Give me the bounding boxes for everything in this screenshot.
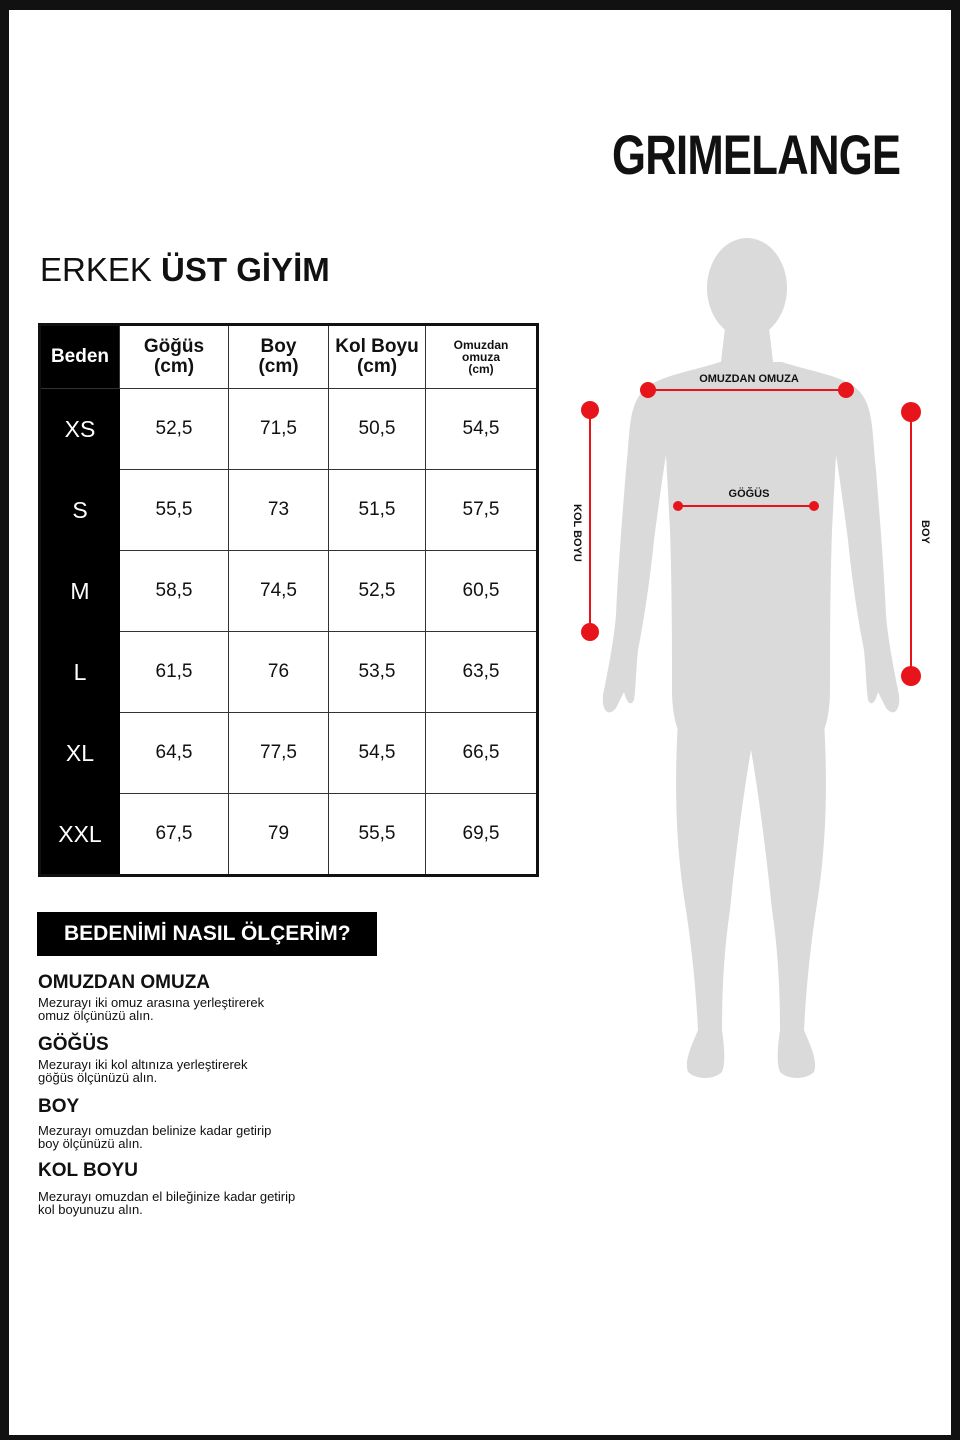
header-chest — [120, 325, 229, 389]
header-sleeve — [329, 325, 426, 389]
chest-cell: 55,5 — [120, 470, 229, 551]
chest-cell: 52,5 — [120, 389, 229, 470]
page-title — [40, 248, 330, 292]
instruction-line: boy ölçünüzü alın. — [38, 1136, 143, 1151]
instruction-title: KOL BOYU — [38, 1160, 138, 1181]
howto-heading: BEDENİMİ NASIL ÖLÇERİM? — [37, 912, 377, 956]
instruction-text — [38, 1058, 328, 1084]
chest-cell: 64,5 — [120, 713, 229, 794]
header-size: Beden — [40, 325, 120, 389]
instruction-text — [38, 996, 328, 1022]
header-sleeve-name: Kol Boyu — [335, 336, 419, 357]
instruction-line: Mezurayı iki omuz arasına yerleştirerek — [38, 995, 265, 1010]
length-top-marker-icon — [901, 402, 921, 422]
header-shoulder — [426, 325, 538, 389]
sleeve-cell: 51,5 — [329, 470, 426, 551]
size-cell: XL — [40, 713, 120, 794]
table-row — [40, 713, 538, 794]
label-sleeve: KOL BOYU — [571, 504, 583, 562]
sleeve-cell: 52,5 — [329, 551, 426, 632]
table-row — [40, 632, 538, 713]
label-shoulder: OMUZDAN OMUZA — [699, 373, 799, 385]
size-cell: S — [40, 470, 120, 551]
shoulder-left-marker-icon — [640, 382, 656, 398]
instruction-text — [38, 1190, 328, 1216]
chest-cell: 58,5 — [120, 551, 229, 632]
shoulder-cell: 54,5 — [426, 389, 538, 470]
chest-left-marker-icon — [673, 501, 683, 511]
length-cell: 73 — [229, 470, 329, 551]
shoulder-cell: 60,5 — [426, 551, 538, 632]
sleeve-cell: 54,5 — [329, 713, 426, 794]
instruction-title: GÖĞÜS — [38, 1034, 109, 1055]
header-shoulder-line3: (cm) — [468, 362, 494, 376]
instruction-chest — [38, 1034, 328, 1084]
instruction-title: BOY — [38, 1096, 80, 1117]
length-cell: 77,5 — [229, 713, 329, 794]
instruction-line: Mezurayı omuzdan el bileğinize kadar getirip — [38, 1189, 296, 1204]
instruction-line: kol boyunuzu alın. — [38, 1202, 143, 1217]
instruction-text — [38, 1124, 328, 1150]
shoulder-right-marker-icon — [838, 382, 854, 398]
size-cell: L — [40, 632, 120, 713]
header-shoulder-line1: Omuzdan — [453, 338, 509, 352]
shoulder-cell: 63,5 — [426, 632, 538, 713]
sleeve-bottom-marker-icon — [581, 623, 599, 641]
instruction-shoulder — [38, 972, 328, 1022]
size-table-header — [40, 325, 538, 389]
header-sleeve-unit: (cm) — [356, 356, 398, 377]
length-cell: 71,5 — [229, 389, 329, 470]
page-title-bold: ÜST GİYİM — [161, 251, 330, 288]
table-row — [40, 551, 538, 632]
label-chest: GÖĞÜS — [728, 488, 770, 500]
sleeve-cell: 50,5 — [329, 389, 426, 470]
size-table — [38, 323, 539, 877]
size-cell: XXL — [40, 794, 120, 876]
sleeve-top-marker-icon — [581, 401, 599, 419]
header-chest-unit: (cm) — [153, 356, 195, 377]
header-length-unit: (cm) — [258, 356, 299, 377]
chest-cell: 67,5 — [120, 794, 229, 876]
header-length-name: Boy — [260, 336, 297, 357]
chest-right-marker-icon — [809, 501, 819, 511]
instruction-sleeve — [38, 1160, 328, 1216]
page-title-light: ERKEK — [40, 251, 162, 288]
header-length — [229, 325, 329, 389]
length-cell: 74,5 — [229, 551, 329, 632]
length-bottom-marker-icon — [901, 666, 921, 686]
instruction-title: OMUZDAN OMUZA — [38, 972, 211, 993]
table-row — [40, 470, 538, 551]
size-cell: M — [40, 551, 120, 632]
instruction-line: omuz ölçünüzü alın. — [38, 1008, 154, 1023]
shoulder-cell: 69,5 — [426, 794, 538, 876]
table-row — [40, 794, 538, 876]
body-silhouette — [603, 238, 900, 1078]
instruction-line: Mezurayı iki kol altınıza yerleştirerek — [38, 1057, 248, 1072]
table-row — [40, 389, 538, 470]
shoulder-cell: 57,5 — [426, 470, 538, 551]
header-chest-name: Göğüs — [143, 336, 205, 357]
header-shoulder-line2: omuza — [461, 350, 500, 364]
instruction-length — [38, 1096, 328, 1150]
body-figure — [560, 230, 950, 1090]
brand-logo: GRIMELANGE — [612, 123, 901, 186]
shoulder-cell: 66,5 — [426, 713, 538, 794]
label-length: BOY — [919, 520, 931, 544]
length-cell: 76 — [229, 632, 329, 713]
length-cell: 79 — [229, 794, 329, 876]
instruction-line: göğüs ölçünüzü alın. — [38, 1070, 158, 1085]
sleeve-cell: 55,5 — [329, 794, 426, 876]
size-cell: XS — [40, 389, 120, 470]
chest-cell: 61,5 — [120, 632, 229, 713]
instruction-line: Mezurayı omuzdan belinize kadar getirip — [38, 1123, 272, 1138]
sleeve-cell: 53,5 — [329, 632, 426, 713]
body-silhouette-icon — [560, 230, 950, 1090]
